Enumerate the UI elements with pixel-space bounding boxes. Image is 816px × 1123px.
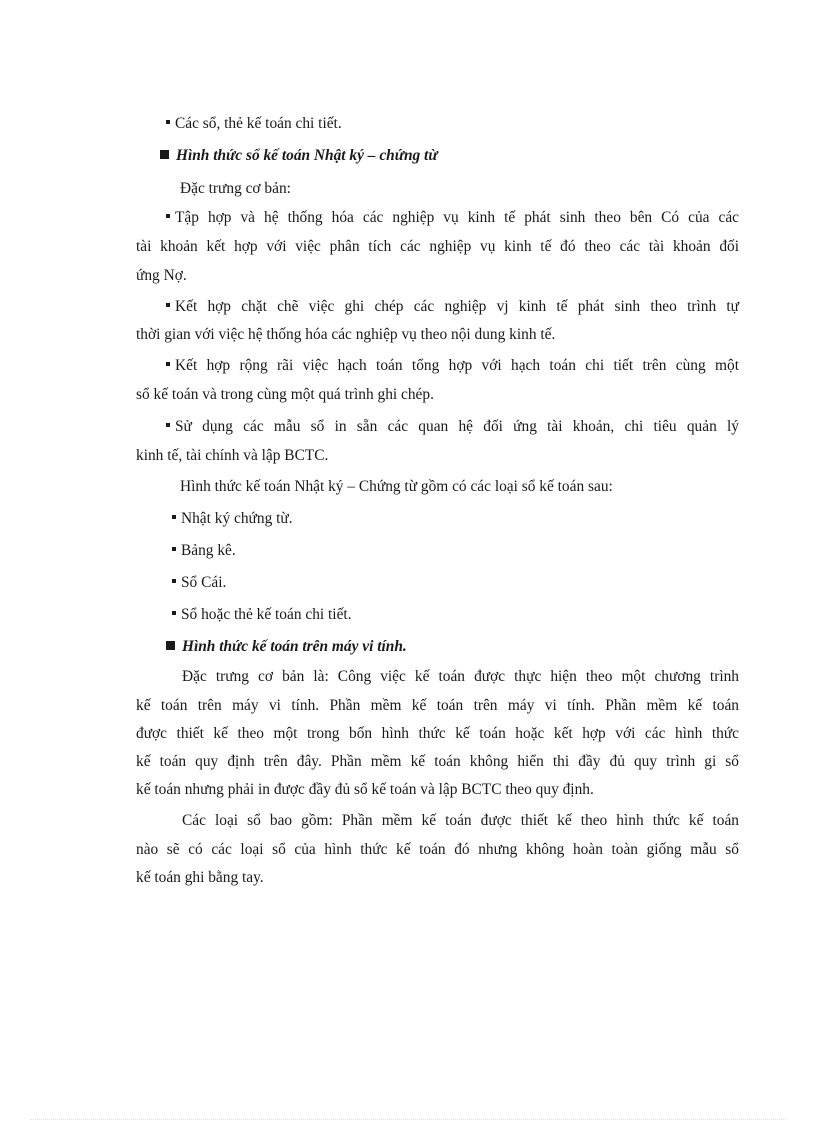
bullet-icon bbox=[166, 362, 170, 366]
square-bullet-icon bbox=[160, 150, 169, 159]
paragraph-line: được thiết kế theo một trong bốn hình thức kế toán hoặc kết hợp với các hình thức bbox=[136, 725, 739, 742]
section-heading: Hình thức kế toán trên máy vi tính. bbox=[166, 637, 769, 657]
paragraph-line: Các loại sổ bao gồm: Phần mềm kế toán được thiết kế theo hình thức kế toán bbox=[182, 812, 739, 829]
square-bullet-icon bbox=[166, 641, 175, 650]
paragraph-line: thời gian với việc hệ thống hóa các nghiệp vụ theo nội dung kinh tế. bbox=[136, 326, 556, 343]
paragraph-line: nào sẽ có các loại sổ của hình thức kế toán đó nhưng không hoàn toàn giống mẫu sổ bbox=[136, 841, 739, 858]
paragraph-line: tài khoản kết hợp với việc phân tích các nghiệp vụ kinh tế đó theo các tài khoản đối bbox=[136, 238, 739, 255]
bullet-item: Sổ Cái. bbox=[172, 573, 775, 593]
paragraph-line: Kết hợp rộng rãi việc hạch toán tổng hợp với hạch toán chi tiết trên cùng một bbox=[166, 356, 739, 376]
paragraph-line: ứng Nợ. bbox=[136, 267, 187, 284]
page-bottom-divider bbox=[30, 1119, 786, 1120]
paragraph-line: kế toán quy định trên đây. Phần mềm kế toán không hiển thi đầy đủ quy trình gi sổ bbox=[136, 753, 739, 770]
paragraph-line: Kết hợp chặt chẽ việc ghi chép các nghiệp vj kinh tế phát sinh theo trình tự bbox=[166, 297, 739, 317]
paragraph-line: kế toán trên máy vi tính. Phần mềm kế toán trên máy vi tính. Phần mềm kế toán bbox=[136, 697, 739, 714]
bullet-item: Nhật ký chứng từ. bbox=[172, 509, 775, 529]
bullet-icon bbox=[172, 515, 176, 519]
paragraph-line: kinh tế, tài chính và lập BCTC. bbox=[136, 447, 329, 464]
paragraph-line: Đặc trưng cơ bản là: Công việc kế toán được thực hiện theo một chương trình bbox=[182, 668, 739, 685]
bullet-item: Các sổ, thẻ kế toán chi tiết. bbox=[166, 114, 769, 134]
bullet-icon bbox=[166, 423, 170, 427]
bullet-icon bbox=[166, 214, 170, 218]
paragraph-line: Đặc trưng cơ bản: bbox=[180, 180, 291, 197]
section-heading: Hình thức sổ kế toán Nhật ký – chứng từ bbox=[160, 146, 763, 166]
bullet-icon bbox=[166, 303, 170, 307]
paragraph-line: Tập hợp và hệ thống hóa các nghiệp vụ kinh tế phát sinh theo bên Có của các bbox=[166, 208, 739, 228]
bullet-icon bbox=[172, 547, 176, 551]
paragraph-line: kế toán nhưng phải in được đầy đủ sổ kế toán và lập BCTC theo quy định. bbox=[136, 781, 594, 798]
bullet-icon bbox=[172, 611, 176, 615]
bullet-item: Sổ hoặc thẻ kế toán chi tiết. bbox=[172, 605, 775, 625]
bullet-icon bbox=[172, 579, 176, 583]
bullet-icon bbox=[166, 120, 170, 124]
paragraph-line: sổ kế toán và trong cùng một quá trình ghi chép. bbox=[136, 386, 434, 403]
paragraph-line: Sử dụng các mẫu sổ in sẵn các quan hệ đối ứng tài khoản, chi tiêu quản lý bbox=[166, 417, 739, 437]
paragraph-line: Hình thức kế toán Nhật ký – Chứng từ gồm có các loại sổ kế toán sau: bbox=[180, 478, 613, 495]
bullet-item: Bảng kê. bbox=[172, 541, 775, 561]
paragraph-line: kế toán ghi bằng tay. bbox=[136, 869, 264, 886]
